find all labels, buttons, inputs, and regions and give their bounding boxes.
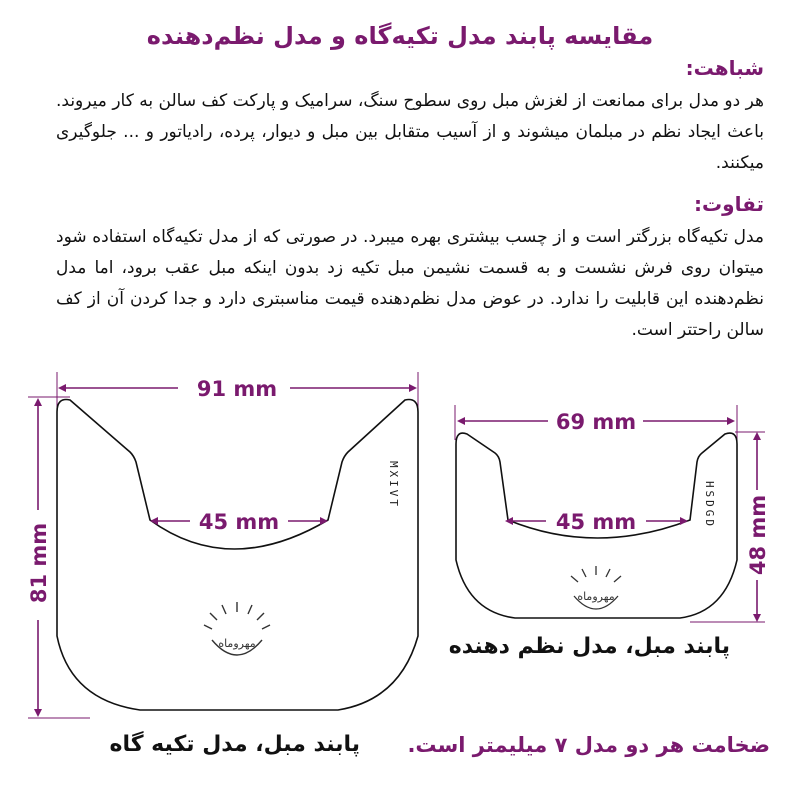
small-width-label: 69 mm [555, 410, 637, 434]
large-width-label: 91 mm [196, 377, 278, 401]
page-title: مقایسه پابند مدل تکیه‌گاه و مدل نظم‌دهنده [146, 22, 654, 50]
small-height-arrow-top [753, 432, 761, 440]
large-height-arrow-bottom [34, 709, 42, 717]
small-inner-label: 45 mm [555, 510, 637, 534]
similarity-heading: شباهت: [685, 56, 764, 80]
similarity-text: هر دو مدل برای ممانعت از لغزش مبل روی سطوح سنگ، سرامیک و پارکت کف سالن به کار میروند. باعث ایجاد نظم در مبلمان میشوند و از آسیب متقابل بین مبل و دیوار، پرده، رادیاتور و ... جلوگیری میکنند. [56, 91, 764, 173]
large-code: MXIVT [387, 460, 400, 510]
difference-heading: تفاوت: [694, 192, 764, 216]
large-width-arrow-left [58, 384, 66, 392]
small-logo-text: مهروماه [577, 590, 615, 603]
large-logo-text: مهروماه [218, 637, 256, 650]
large-model-caption: پابند مبل، مدل تکیه گاه [109, 732, 360, 757]
thickness-note: ضخامت هر دو مدل ۷ میلیمتر است. [407, 733, 770, 757]
small-model [455, 405, 770, 622]
large-model [27, 372, 418, 718]
large-pad-shape [57, 400, 418, 711]
large-width-arrow-right [409, 384, 417, 392]
small-height-label: 48 mm [746, 494, 770, 576]
difference-text: مدل تکیه‌گاه بزرگتر است و از چسب بیشتری بهره میبرد. در صورتی که از مدل تکیه‌گاه استفاده شود میتوان روی فرش نشست و به قسمت نشیمن مبل تکیه زد بدون اینکه مبل عقب برود، اما مدل نظم‌دهنده این قابلیت را ندارد. در عوض مدل نظم‌دهنده قیمت مناسبتری دارد و جدا کردن آن از کف سالن راحتتر است. [56, 227, 764, 340]
small-code: HSDGD [703, 480, 716, 530]
large-inner-label: 45 mm [198, 510, 280, 534]
small-model-caption: پابند مبل، مدل نظم دهنده [448, 634, 730, 659]
small-width-arrow-right [727, 417, 735, 425]
small-height-arrow-bottom [753, 614, 761, 622]
large-height-label: 81 mm [27, 522, 51, 604]
small-width-arrow-left [457, 417, 465, 425]
large-height-arrow-top [34, 398, 42, 406]
